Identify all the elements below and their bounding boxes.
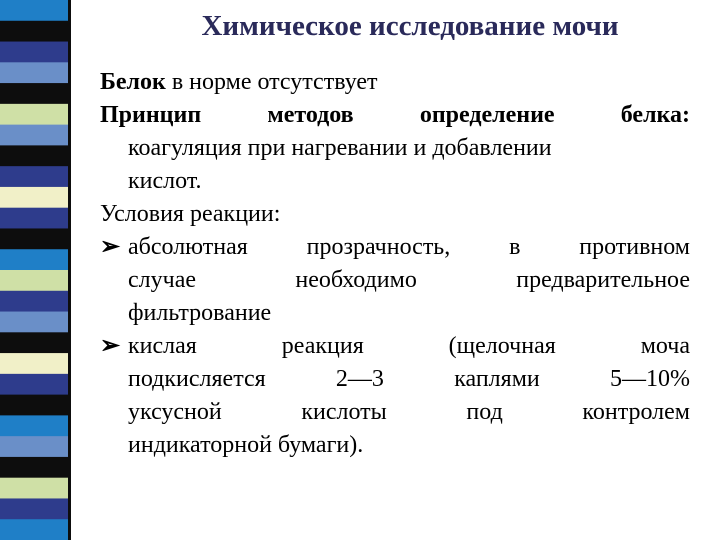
bullet-2-line-1: кислая реакция (щелочная моча [128,333,690,359]
principle-line-2: кислот. [128,168,202,194]
stripe-segment [0,83,68,104]
stripe-segment [0,228,68,249]
stripe-segment [0,166,68,187]
protein-label: Белок [100,69,166,95]
bullet-1-line-2: случае необходимо предварительное [128,267,690,293]
bullet-item-1 [100,231,690,330]
stripe-segment [0,374,68,395]
stripe-segment [0,104,68,125]
bullet-2-line-2: подкисляется 2—3 каплями 5—10% [128,366,690,392]
bullet-2-line-3: уксусной кислоты под контролем [128,399,690,425]
principle-line-1: коагуляция при нагревании и добавлении [128,135,552,161]
slide-title: Химическое исследование мочи [201,10,619,42]
arrow-bullet-icon: ➢ [100,234,121,260]
stripe-segment [0,332,68,353]
principle-heading: Принцип методов определение белка: [100,102,690,128]
stripe-segment [0,478,68,499]
stripe-segment [0,62,68,83]
slide-body [100,66,690,462]
stripe-segment [0,21,68,42]
bullet-2-line-4: индикаторной бумаги). [128,432,364,458]
conditions-heading: Условия реакции: [100,201,281,227]
stripe-segment [0,519,68,540]
stripe-segment [0,208,68,229]
stripe-segment [0,395,68,416]
stripe-segment [0,312,68,333]
stripe-segment [0,415,68,436]
protein-text: в норме отсутствует [165,69,378,95]
stripe-segment [0,270,68,291]
stripe-segment [0,291,68,312]
bullet-1-line-1: абсолютная прозрачность, в противном [128,234,690,260]
stripe-segment [0,498,68,519]
bullet-1-line-3: фильтрование [128,300,272,326]
stripe-edge [68,0,71,540]
arrow-bullet-icon: ➢ [100,333,121,359]
stripe-segment [0,436,68,457]
stripe-segment [0,457,68,478]
stripe-segment [0,187,68,208]
stripe-segment [0,0,68,21]
stripe-segment [0,353,68,374]
protein-line [100,66,690,99]
stripe-segment [0,145,68,166]
stripe-segment [0,125,68,146]
stripe-segment [0,42,68,63]
stripe-segment [0,249,68,270]
bullet-item-2 [100,330,690,462]
